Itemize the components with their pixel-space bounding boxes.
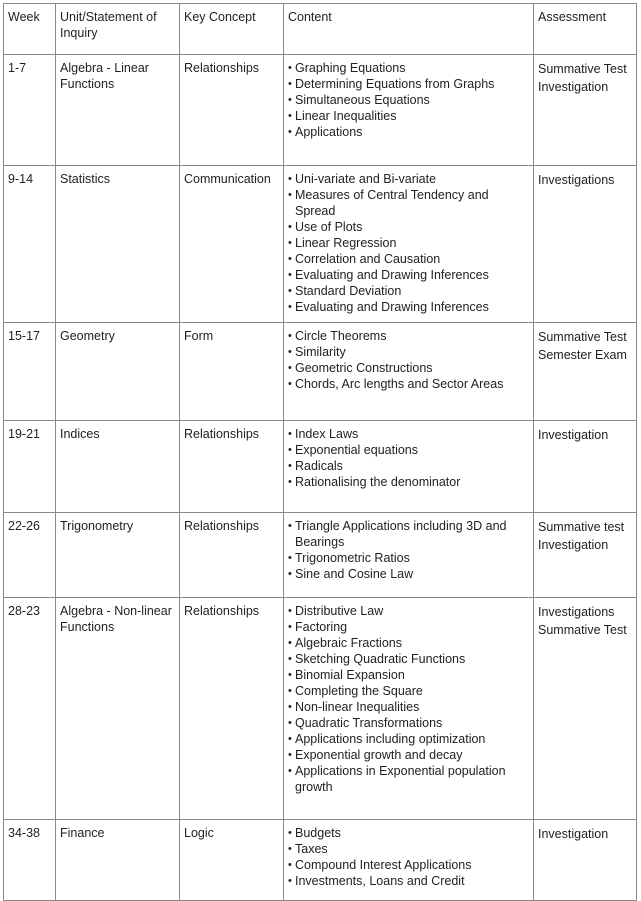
content-item: • Factoring	[288, 620, 529, 636]
curriculum-table	[3, 3, 637, 901]
header-assessment: Assessment	[534, 4, 637, 55]
unit-cell: Geometry	[56, 323, 180, 421]
content-cell	[284, 598, 534, 820]
key-concept-cell: Relationships	[180, 598, 284, 820]
week-cell: 22-26	[4, 513, 56, 598]
content-item: • Linear Regression	[288, 236, 529, 252]
header-unit: Unit/Statement of Inquiry	[56, 4, 180, 55]
unit-cell: Trigonometry	[56, 513, 180, 598]
content-cell	[284, 166, 534, 323]
content-list	[288, 427, 529, 491]
key-concept-cell: Relationships	[180, 421, 284, 513]
content-item: • Applications in Exponential population growth	[288, 764, 529, 795]
week-cell: 34-38	[4, 820, 56, 901]
unit-cell: Statistics	[56, 166, 180, 323]
header-content: Content	[284, 4, 534, 55]
content-item: • Exponential growth and decay	[288, 748, 529, 764]
key-concept-cell: Relationships	[180, 55, 284, 166]
assessment-cell	[534, 166, 637, 323]
content-item: • Sketching Quadratic Functions	[288, 652, 529, 668]
week-cell: 15-17	[4, 323, 56, 421]
content-item: • Triangle Applications including 3D and Bearings	[288, 519, 529, 550]
assessment-item: Semester Exam	[538, 348, 627, 362]
header-key-concept: Key Concept	[180, 4, 284, 55]
content-cell	[284, 55, 534, 166]
content-list	[288, 826, 529, 890]
content-item: • Exponential equations	[288, 443, 529, 459]
table-row	[4, 820, 637, 901]
content-cell	[284, 820, 534, 901]
key-concept-cell: Relationships	[180, 513, 284, 598]
key-concept-cell: Form	[180, 323, 284, 421]
content-item: • Graphing Equations	[288, 61, 529, 77]
unit-cell: Algebra - Non-linear Functions	[56, 598, 180, 820]
content-item: • Investments, Loans and Credit	[288, 874, 529, 890]
content-item: • Uni-variate and Bi-variate	[288, 172, 529, 188]
header-week: Week	[4, 4, 56, 55]
content-item: • Similarity	[288, 345, 529, 361]
content-list	[288, 604, 529, 795]
content-cell	[284, 323, 534, 421]
assessment-item: Investigation	[538, 80, 609, 94]
week-cell: 19-21	[4, 421, 56, 513]
week-cell: 1-7	[4, 55, 56, 166]
assessment-item: Investigation	[538, 428, 609, 442]
header-row	[4, 4, 637, 55]
assessment-item: Investigations	[538, 605, 615, 619]
table-row	[4, 166, 637, 323]
content-item: • Index Laws	[288, 427, 529, 443]
key-concept-cell: Logic	[180, 820, 284, 901]
content-cell	[284, 513, 534, 598]
assessment-item: Investigation	[538, 538, 609, 552]
content-item: • Sine and Cosine Law	[288, 567, 529, 583]
content-list	[288, 329, 529, 393]
assessment-item: Summative Test	[538, 330, 627, 344]
content-cell	[284, 421, 534, 513]
key-concept-cell: Communication	[180, 166, 284, 323]
assessment-cell	[534, 323, 637, 421]
unit-cell: Indices	[56, 421, 180, 513]
table-row	[4, 55, 637, 166]
assessment-cell	[534, 598, 637, 820]
week-cell: 28-23	[4, 598, 56, 820]
content-item: • Applications including optimization	[288, 732, 529, 748]
content-list	[288, 61, 529, 141]
content-item: • Circle Theorems	[288, 329, 529, 345]
week-cell: 9-14	[4, 166, 56, 323]
content-list	[288, 519, 529, 582]
content-item: • Geometric Constructions	[288, 361, 529, 377]
content-item: • Measures of Central Tendency and Spread	[288, 188, 529, 219]
content-item: • Standard Deviation	[288, 284, 529, 300]
assessment-item: Summative Test	[538, 623, 627, 637]
content-item: • Completing the Square	[288, 684, 529, 700]
assessment-cell	[534, 820, 637, 901]
content-item: • Budgets	[288, 826, 529, 842]
content-item: • Evaluating and Drawing Inferences	[288, 300, 529, 316]
content-item: • Algebraic Fractions	[288, 636, 529, 652]
content-item: • Correlation and Causation	[288, 252, 529, 268]
content-list	[288, 172, 529, 315]
assessment-item: Investigation	[538, 827, 609, 841]
table-row	[4, 513, 637, 598]
content-item: • Taxes	[288, 842, 529, 858]
assessment-cell	[534, 421, 637, 513]
content-item: • Rationalising the denominator	[288, 475, 529, 491]
assessment-cell	[534, 55, 637, 166]
content-item: • Quadratic Transformations	[288, 716, 529, 732]
table-row	[4, 598, 637, 820]
assessment-item: Summative Test	[538, 62, 627, 76]
assessment-item: Investigations	[538, 173, 615, 187]
content-item: • Applications	[288, 125, 529, 141]
assessment-item: Summative test	[538, 520, 625, 534]
table-row	[4, 421, 637, 513]
content-item: • Trigonometric Ratios	[288, 551, 529, 567]
content-item: • Evaluating and Drawing Inferences	[288, 268, 529, 284]
content-item: • Linear Inequalities	[288, 109, 529, 125]
content-item: • Radicals	[288, 459, 529, 475]
unit-cell: Finance	[56, 820, 180, 901]
content-item: • Use of Plots	[288, 220, 529, 236]
content-item: • Non-linear Inequalities	[288, 700, 529, 716]
content-item: • Chords, Arc lengths and Sector Areas	[288, 377, 529, 393]
content-item: • Compound Interest Applications	[288, 858, 529, 874]
content-item: • Distributive Law	[288, 604, 529, 620]
content-item: • Simultaneous Equations	[288, 93, 529, 109]
content-item: • Binomial Expansion	[288, 668, 529, 684]
content-item: • Determining Equations from Graphs	[288, 77, 529, 93]
table-row	[4, 323, 637, 421]
unit-cell: Algebra - Linear Functions	[56, 55, 180, 166]
assessment-cell	[534, 513, 637, 598]
